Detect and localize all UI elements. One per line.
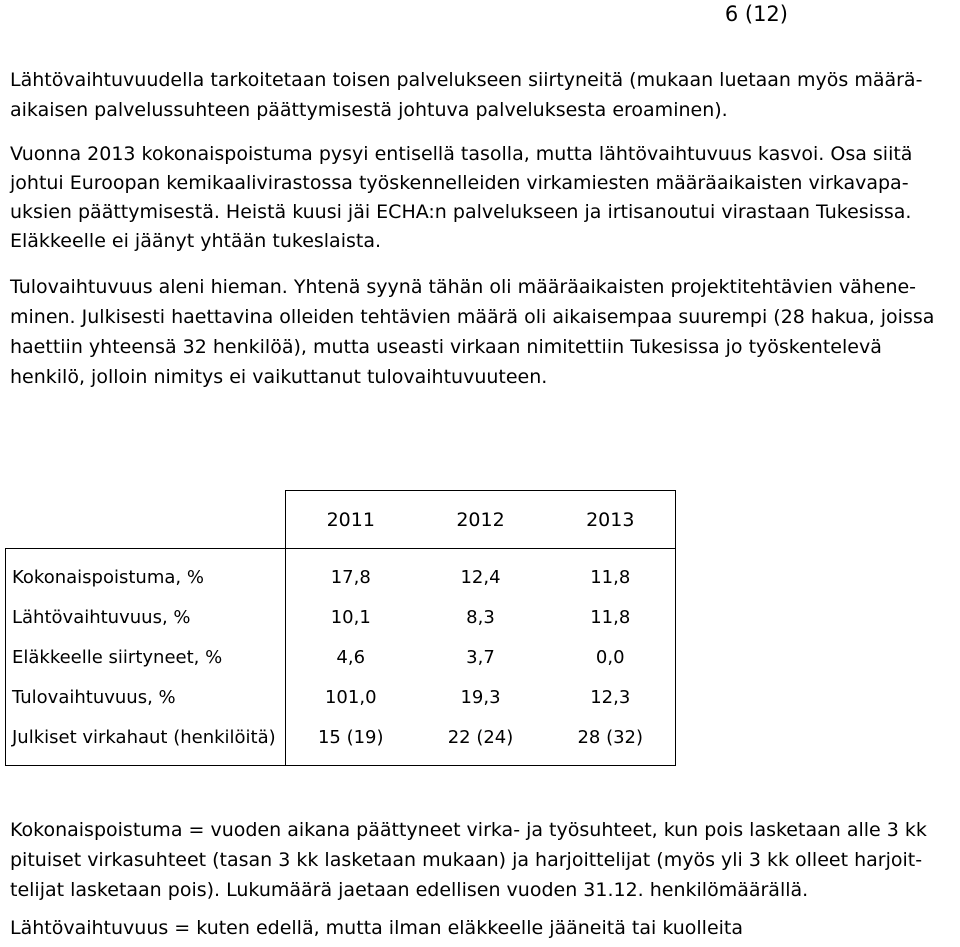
text-line: Lähtövaihtuvuus = kuten edellä, mutta ilman eläkkeelle jääneitä tai kuolleita — [10, 917, 744, 939]
table-row — [6, 597, 676, 637]
text-line: Lähtövaihtuvuudella tarkoitetaan toisen palvelukseen siirtyneitä (mukaan luetaan myös määrä- — [10, 69, 923, 91]
text-line: Eläkkeelle ei jäänyt yhtään tukeslaista. — [10, 230, 382, 252]
table-header-2011: 2011 — [286, 491, 416, 549]
table-cell: 19,3 — [460, 686, 501, 708]
table-cell: 3,7 — [466, 646, 495, 668]
text-line: Kokonaispoistuma = vuoden aikana päättyneet virka- ja työsuhteet, kun pois lasketaan alle 3 kk — [10, 819, 927, 841]
table-row-label: Tulovaihtuvuus, % — [6, 677, 286, 717]
table-cell: 4,6 — [336, 646, 366, 668]
table-cell: 11,8 — [590, 606, 631, 628]
turnover-table — [5, 490, 676, 766]
text-line: telijat lasketaan pois). Lukumäärä jaetaan edellisen vuoden 31.12. henkilömäärällä. — [10, 879, 809, 901]
text-line: uksien päättymisestä. Heistä kuusi jäi ECHA:n palvelukseen ja irtisanoutui virastaan Tukesissa. — [10, 201, 912, 223]
table-row — [6, 677, 676, 717]
table-row-label: Kokonaispoistuma, % — [6, 549, 286, 598]
text-line: Tulovaihtuvuus aleni hieman. Yhtenä syynä tähän oli määräaikaisten projektitehtävien vähene- — [10, 276, 917, 298]
table-row-label: Julkiset virkahaut (henkilöitä) — [6, 717, 286, 766]
table-header-2012: 2012 — [416, 491, 546, 549]
text-line: haettiin yhteensä 32 henkilöä), mutta useasti virkaan nimitettiin Tukesissa jo työskentelevä — [10, 336, 882, 358]
definition-total-outflow — [10, 815, 955, 905]
table-cell: 11,8 — [590, 566, 631, 588]
table-cell: 101,0 — [324, 686, 377, 708]
table-header-empty — [6, 491, 286, 549]
table-row-label: Eläkkeelle siirtyneet, % — [6, 637, 286, 677]
table-cell: 15 (19) — [317, 726, 384, 748]
table-row — [6, 717, 676, 766]
table-row — [6, 637, 676, 677]
table-cell: 22 (24) — [447, 726, 514, 748]
paragraph-2013-summary — [10, 140, 955, 256]
table-header-2013: 2013 — [546, 491, 676, 549]
text-line: Vuonna 2013 kokonaispoistuma pysyi entisellä tasolla, mutta lähtövaihtuvuus kasvoi. Osa siitä — [10, 143, 913, 165]
table-row-label: Lähtövaihtuvuus, % — [6, 597, 286, 637]
paragraph-departure-definition — [10, 65, 955, 125]
table-cell: 0,0 — [595, 646, 625, 668]
table-cell: 17,8 — [330, 566, 371, 588]
table-cell: 10,1 — [330, 606, 371, 628]
text-line: johtui Euroopan kemikaalivirastossa työskennelleiden virkamiesten määräaikaisten virkavapa- — [10, 172, 909, 194]
definition-departure-turnover — [10, 913, 955, 943]
text-line: henkilö, jolloin nimitys ei vaikuttanut tulovaihtuvuuteen. — [10, 366, 548, 388]
table-cell: 12,3 — [590, 686, 631, 708]
table-cell: 12,4 — [460, 566, 501, 588]
text-line: minen. Julkisesti haettavina olleiden tehtävien määrä oli aikaisempaa suurempi (28 hakua, joissa — [10, 306, 935, 328]
table-header-row — [6, 491, 676, 549]
text-line: aikaisen palvelussuhteen päättymisestä johtuva palveluksesta eroaminen). — [10, 99, 728, 121]
table-row — [6, 549, 676, 598]
text-line: pituiset virkasuhteet (tasan 3 kk lasketaan mukaan) ja harjoittelijat (myös yli 3 kk olleet harjoit- — [10, 849, 923, 871]
page-number: 6 (12) — [724, 2, 788, 26]
table-cell: 28 (32) — [577, 726, 644, 748]
table-cell: 8,3 — [466, 606, 495, 628]
paragraph-incoming-turnover — [10, 272, 955, 392]
